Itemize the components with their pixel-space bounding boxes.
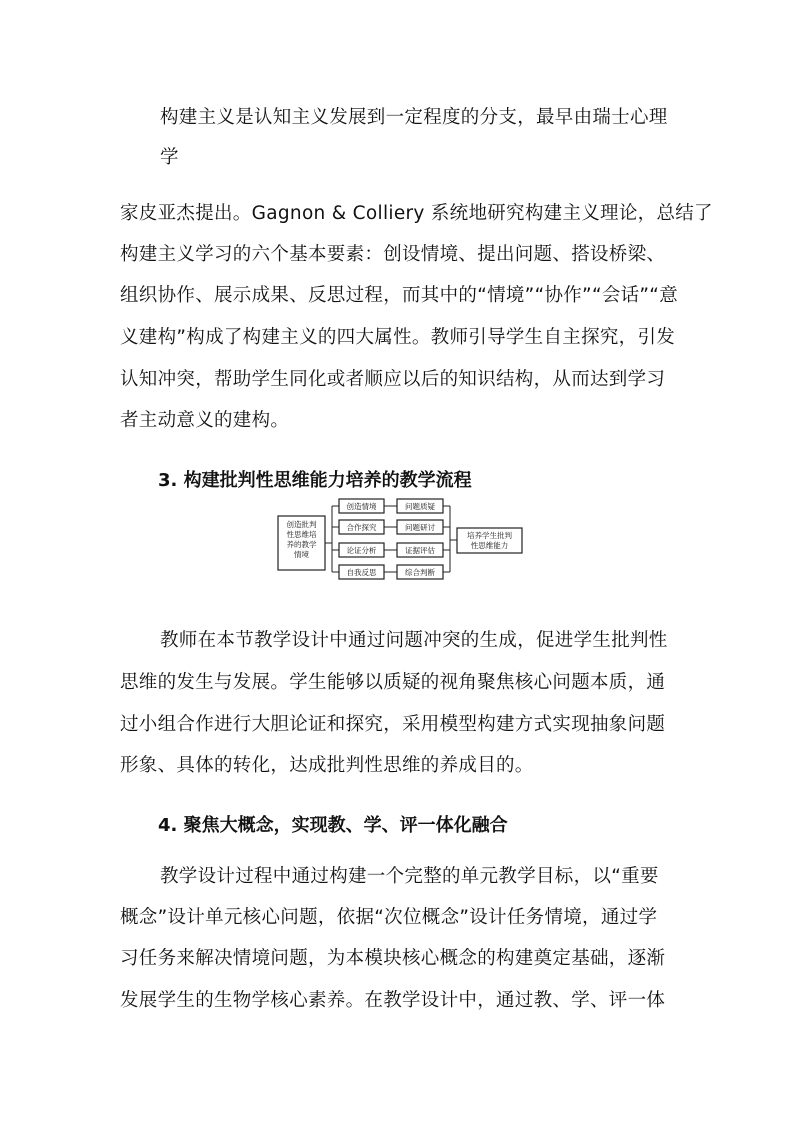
flow-left-text-4: 情境 xyxy=(294,550,309,559)
flow-col2-text-2: 问题研讨 xyxy=(405,523,435,532)
flow-left-text-1: 创造批判 xyxy=(286,520,317,529)
flow-col2-text-1: 问题质疑 xyxy=(405,502,435,511)
flow-col1-text-3: 论证分析 xyxy=(346,546,377,555)
section-heading-3: 3. 构建批判性思维能力培养的教学流程 xyxy=(158,470,472,491)
para3-line-4: 发展学生的生物学核心素养。在教学设计中，通过教、学、评一体 xyxy=(120,990,666,1011)
para2-line-3: 过小组合作进行大胆论证和探究，采用模型构建方式实现抽象问题 xyxy=(120,714,666,735)
para1-line-5: 组织协作、展示成果、反思过程，而其中的“情境”“协作”“会话”“意 xyxy=(120,285,678,306)
flow-right-text-2: 性思维能力 xyxy=(470,541,509,550)
flow-col1-text-2: 合作探究 xyxy=(346,523,377,532)
para3-line-3: 习任务来解决情境问题，为本模块核心概念的构建奠定基础，逐渐 xyxy=(120,948,666,969)
flow-left-text-3: 养的教学 xyxy=(286,540,317,549)
para1-line-8: 者主动意义的建构。 xyxy=(120,410,290,431)
para1-line-3: 家皮亚杰提出。Gagnon & Colliery 系统地研究构建主义理论，总结了 xyxy=(120,203,713,224)
para1-line-7: 认知冲突，帮助学生同化或者顺应以后的知识结构，从而达到学习 xyxy=(120,369,666,390)
para2-line-4: 形象、具体的转化，达成批判性思维的养成目的。 xyxy=(120,755,534,776)
para1-line-1: 构建主义是认知主义发展到一定程度的分支，最早由瑞士心理 xyxy=(160,107,668,128)
para1-line-4: 构建主义学习的六个基本要素：创设情境、提出问题、搭设桥梁、 xyxy=(120,244,666,265)
para2-line-2: 思维的发生与发展。学生能够以质疑的视角聚焦核心问题本质，通 xyxy=(120,672,666,693)
section-heading-4: 4. 聚焦大概念，实现教、学、评一体化融合 xyxy=(158,815,508,836)
para1-line-6: 义建构”构成了构建主义的四大属性。教师引导学生自主探究，引发 xyxy=(120,327,676,348)
para2-line-1: 教师在本节教学设计中通过问题冲突的生成，促进学生批判性 xyxy=(160,630,668,651)
para1-line-2: 学 xyxy=(160,147,179,168)
flow-right-text-1: 培养学生批判 xyxy=(467,531,512,540)
flow-col1-text-4: 自我反思 xyxy=(346,568,377,577)
para3-line-2: 概念”设计单元核心问题，依据“次位概念”设计任务情境，通过学 xyxy=(120,907,658,928)
flow-left-text-2: 性思维培 xyxy=(286,530,317,539)
flow-col2-text-3: 证据评估 xyxy=(405,546,435,555)
para3-line-1: 教学设计过程中通过构建一个完整的单元教学目标，以“重要 xyxy=(160,866,659,887)
flow-col1-text-1: 创造情境 xyxy=(346,502,377,511)
flow-col2-text-4: 综合判断 xyxy=(405,568,435,577)
